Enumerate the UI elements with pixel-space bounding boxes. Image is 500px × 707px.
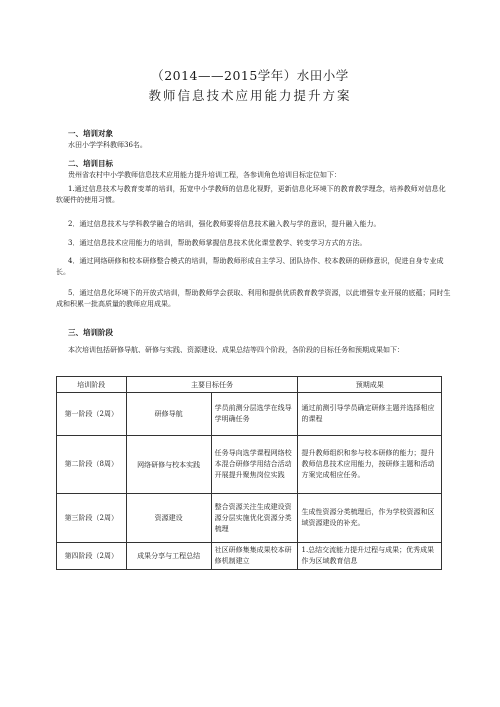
cell-stage: 第三阶段（2周） — [57, 494, 127, 543]
goal-item-4: 4．通过网络研修和校本研修整合模式的培训，帮助教师形成自主学习、团队协作、校本教研的研修意识，促进自身专业成长。 — [56, 257, 444, 276]
stages-table — [56, 376, 442, 570]
header-stage: 培训阶段 — [57, 377, 127, 393]
cell-result: 提升教师组织和参与校本研修的能力；提升教师信息技术应用能力，按研修主题和活动方案完成相应任务。 — [298, 436, 442, 494]
doc-title-line1: （2014——2015学年）水田小学 — [151, 68, 349, 83]
cell-stage: 第二阶段（8周） — [57, 436, 127, 494]
cell-stage: 第四阶段（2周） — [57, 543, 127, 570]
cell-result: 生成性资源分类梳理后，作为学校资源和区域资源建设的补充。 — [298, 494, 442, 543]
trainees-text: 水田小学学科教师36名。 — [68, 141, 147, 149]
cell-task: 整合资源关注生成建设资源分层实施优化资源分类梳理 — [211, 494, 298, 543]
goal-item-1: 1.通过信息技术与教育变革的培训，拓宽中小学教师的信息化视野，更新信息化环境下的教育教学理念，培养教师对信息化软硬件的使用习惯。 — [56, 185, 446, 204]
cell-stage: 第一阶段（2周） — [57, 393, 127, 436]
table-header-row — [57, 377, 442, 393]
table-row — [57, 494, 442, 543]
goal-item-5: 5．通过信息化环境下的开放式培训，帮助教师学会获取、利用和提供优质教育教学资源，以此增强专业开展的底蕴；同时生成和积累一批高质量的教师应用成果。 — [56, 289, 451, 308]
table-row — [57, 543, 442, 570]
header-goal-task: 主要目标任务 — [126, 377, 298, 393]
cell-result: 通过前测引导学员确定研修主题并选择相应的课程 — [298, 393, 442, 436]
table-row — [57, 393, 442, 436]
goal-item-3: 3．通过信息技术应用能力的培训，帮助教师掌握信息技术优化课堂教学、转变学习方式的方法。 — [68, 239, 367, 247]
goal-item-2: 2．通过信息技术与学科教学融合的培训，强化教师要将信息技术融入教与学的意识，提升融入能力。 — [68, 220, 381, 228]
doc-title-line2: 教师信息技术应用能力提升方案 — [148, 88, 352, 103]
section-heading-goals: 二、培训目标 — [68, 159, 113, 168]
goals-intro: 贵州省农村中小学教师信息技术应用能力提升培训工程，各参训角色培训目标定位如下： — [68, 171, 341, 179]
cell-goal: 成果分享与工程总结 — [126, 543, 211, 570]
cell-task: 任务导向选学课程网络校本混合研修学用结合活动开展提升聚焦岗位实践 — [211, 436, 298, 494]
section-heading-stages: 三、培训阶段 — [68, 328, 113, 337]
cell-goal: 资源建设 — [126, 494, 211, 543]
cell-result: 1.总结交流能力提升过程与成果；优秀成果作为区域教育信息 — [298, 543, 442, 570]
header-result: 预期成果 — [298, 377, 442, 393]
cell-goal: 研修导航 — [126, 393, 211, 436]
cell-task: 社区研修集集成果校本研修机制建立 — [211, 543, 298, 570]
section-heading-trainees: 一、培训对象 — [68, 129, 113, 138]
stages-intro: 本次培训包括研修导航、研修与实践、资源建设、成果总结等四个阶段，各阶段的目标任务和预期成果如下： — [68, 346, 404, 354]
cell-goal: 网络研修与校本实践 — [126, 436, 211, 494]
cell-task: 学员前测分层选学在线导学明确任务 — [211, 393, 298, 436]
table-row — [57, 436, 442, 494]
